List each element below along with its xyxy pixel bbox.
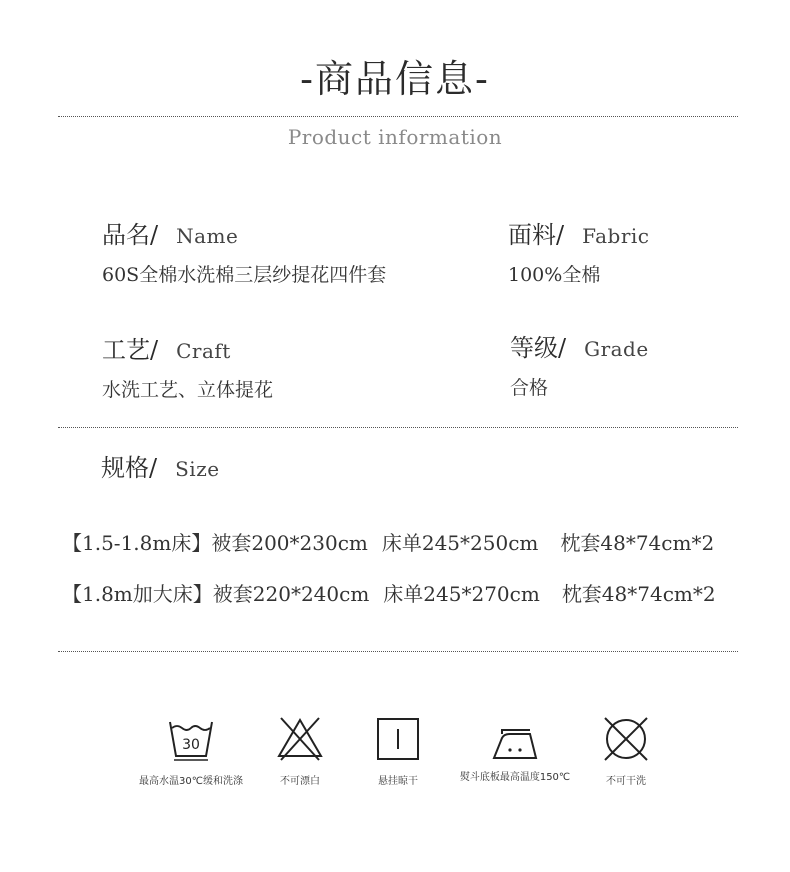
divider-middle <box>58 427 738 428</box>
size-row <box>62 578 716 607</box>
name-label-cn: 品名/ <box>102 221 159 249</box>
wash-30-icon <box>126 716 256 762</box>
name-label-en: Name <box>176 224 239 248</box>
care-label-hang-dry: 悬挂晾干 <box>378 776 418 787</box>
size-duvet: 被套220*240cm <box>212 582 370 606</box>
page-title: -商品信息- <box>300 57 490 101</box>
care-item-hang-dry <box>358 716 438 787</box>
care-label-wash: 最高水温30℃缓和洗涤 <box>139 776 243 787</box>
size-bed: 【1.8m加大床】 <box>62 582 213 606</box>
divider-top <box>58 116 738 117</box>
size-sheet: 床单245*250cm <box>381 531 539 555</box>
size-pillow: 枕套48*74cm*2 <box>560 531 715 555</box>
care-label-bleach: 不可漂白 <box>280 776 320 787</box>
size-row <box>62 527 714 556</box>
field-size <box>101 448 220 483</box>
grade-label-en: Grade <box>584 337 649 361</box>
care-item-bleach <box>260 716 340 787</box>
name-value: 60S全棉水洗棉三层纱提花四件套 <box>102 264 387 286</box>
field-grade <box>510 328 649 400</box>
care-item-wash <box>126 716 256 787</box>
craft-label-en: Craft <box>176 339 231 363</box>
divider-bottom <box>58 651 738 652</box>
hang-dry-icon <box>358 716 438 762</box>
size-sheet: 床单245*270cm <box>383 582 540 606</box>
iron-150-icon <box>450 716 580 762</box>
fabric-label-cn: 面料/ <box>508 221 565 249</box>
field-fabric <box>508 215 650 287</box>
care-label-dry-clean: 不可干洗 <box>606 776 646 787</box>
craft-label-cn: 工艺/ <box>102 336 159 364</box>
fabric-label-en: Fabric <box>582 224 650 248</box>
no-bleach-icon <box>260 716 340 762</box>
care-item-dry-clean <box>586 716 666 787</box>
size-pillow: 枕套48*74cm*2 <box>561 582 716 606</box>
craft-value: 水洗工艺、立体提花 <box>102 379 274 401</box>
care-item-iron <box>450 716 580 783</box>
size-label-cn: 规格/ <box>101 454 158 482</box>
size-label-en: Size <box>175 457 220 481</box>
no-dry-clean-icon <box>586 716 666 762</box>
grade-value: 合格 <box>510 377 549 399</box>
size-duvet: 被套200*230cm <box>211 531 368 555</box>
field-craft <box>102 330 273 402</box>
wash-temp: 30 <box>182 737 200 753</box>
grade-label-cn: 等级/ <box>510 334 567 362</box>
page-subtitle: Product information <box>287 125 503 149</box>
size-bed: 【1.5-1.8m床】 <box>62 531 212 555</box>
fabric-value: 100%全棉 <box>508 264 601 286</box>
field-name <box>102 215 386 287</box>
care-label-iron: 熨斗底板最高温度150℃ <box>459 772 571 783</box>
